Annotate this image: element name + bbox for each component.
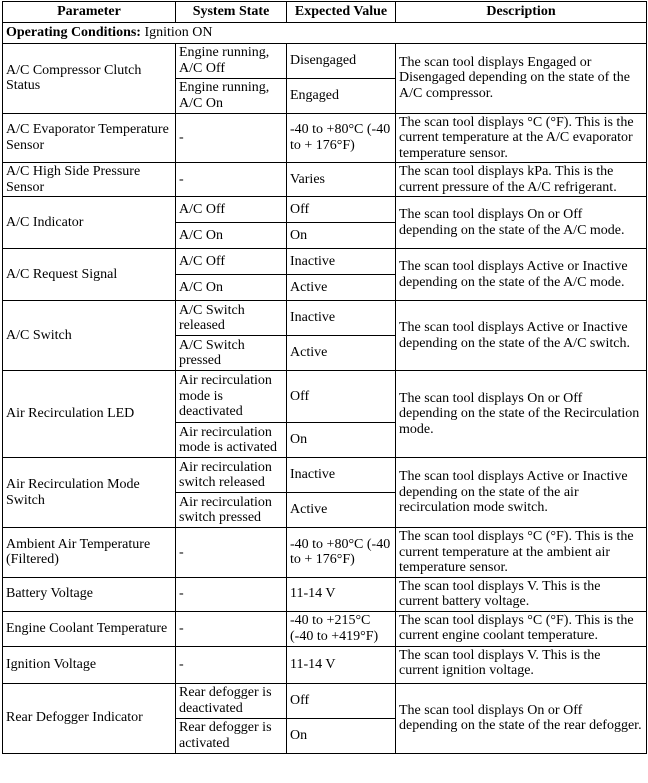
operating-conditions-row (3, 23, 647, 44)
expected-value-cell: Inactive (287, 301, 396, 336)
expected-value-cell: On (287, 718, 396, 753)
expected-value-cell: On (287, 423, 396, 458)
table-row (3, 458, 647, 493)
expected-value-cell: Active (287, 493, 396, 528)
description-cell: The scan tool displays Active or Inactive depending on the state of the air recirculation mode switch. (396, 458, 647, 528)
system-state-cell: Air recirculation mode is deactivated (176, 371, 287, 423)
header-system-state: System State (176, 2, 287, 23)
header-description: Description (396, 2, 647, 23)
system-state-cell: A/C On (176, 223, 287, 249)
operating-conditions (3, 23, 647, 44)
expected-value-cell: Disengaged (287, 43, 396, 78)
parameter-cell: A/C Evaporator Temperature Sensor (3, 113, 176, 163)
system-state-cell: Engine running, A/C On (176, 78, 287, 113)
system-state-cell: - (176, 528, 287, 578)
parameter-cell: A/C Switch (3, 301, 176, 371)
system-state-cell: - (176, 611, 287, 646)
parameter-cell: Air Recirculation LED (3, 371, 176, 458)
system-state-cell: A/C Off (176, 249, 287, 275)
system-state-cell: A/C Switch released (176, 301, 287, 336)
operating-conditions-value: Ignition ON (140, 25, 213, 40)
parameter-cell: A/C Indicator (3, 197, 176, 249)
table-row (3, 611, 647, 646)
system-state-cell: A/C Off (176, 197, 287, 223)
header-expected-value: Expected Value (287, 2, 396, 23)
expected-value-cell: Inactive (287, 458, 396, 493)
table-row (3, 163, 647, 197)
description-cell: The scan tool displays °C (°F). This is the current engine coolant temperature. (396, 611, 647, 646)
parameter-cell: Air Recirculation Mode Switch (3, 458, 176, 528)
parameter-cell: A/C Compressor Clutch Status (3, 43, 176, 113)
description-cell: The scan tool displays Active or Inactive depending on the state of the A/C switch. (396, 301, 647, 371)
parameter-cell: Engine Coolant Temperature (3, 611, 176, 646)
description-cell: The scan tool displays V. This is the current ignition voltage. (396, 646, 647, 683)
expected-value-cell: Active (287, 275, 396, 301)
expected-value-cell: -40 to +215°C (-40 to +419°F) (287, 611, 396, 646)
expected-value-cell: Engaged (287, 78, 396, 113)
table-row (3, 249, 647, 275)
system-state-cell: Rear defogger is deactivated (176, 683, 287, 718)
parameter-cell: Rear Defogger Indicator (3, 683, 176, 753)
table-body (3, 23, 647, 754)
expected-value-cell: Off (287, 371, 396, 423)
description-cell: The scan tool displays On or Off depending on the state of the A/C mode. (396, 197, 647, 249)
parameter-cell: A/C Request Signal (3, 249, 176, 301)
description-cell: The scan tool displays V. This is the current battery voltage. (396, 577, 647, 611)
system-state-cell: A/C On (176, 275, 287, 301)
table-row (3, 113, 647, 163)
system-state-cell: - (176, 163, 287, 197)
parameter-cell: Battery Voltage (3, 577, 176, 611)
description-cell: The scan tool displays Engaged or Disengaged depending on the state of the A/C compressor. (396, 43, 647, 113)
description-cell: The scan tool displays On or Off depending on the state of the Recirculation mode. (396, 371, 647, 458)
expected-value-cell: -40 to +80°C (-40 to + 176°F) (287, 528, 396, 578)
system-state-cell: - (176, 113, 287, 163)
header-parameter: Parameter (3, 2, 176, 23)
table-row (3, 528, 647, 578)
table-row (3, 646, 647, 683)
system-state-cell: Air recirculation switch released (176, 458, 287, 493)
expected-value-cell: 11-14 V (287, 577, 396, 611)
expected-value-cell: 11-14 V (287, 646, 396, 683)
expected-value-cell: Varies (287, 163, 396, 197)
system-state-cell: Rear defogger is activated (176, 718, 287, 753)
system-state-cell: Air recirculation switch pressed (176, 493, 287, 528)
system-state-cell: - (176, 577, 287, 611)
parameter-table (2, 1, 647, 754)
parameter-cell: Ignition Voltage (3, 646, 176, 683)
parameter-cell: A/C High Side Pressure Sensor (3, 163, 176, 197)
expected-value-cell: -40 to +80°C (-40 to + 176°F) (287, 113, 396, 163)
description-cell: The scan tool displays °C (°F). This is the current temperature at the A/C evaporator temperature sensor. (396, 113, 647, 163)
header-row (3, 2, 647, 23)
table-row (3, 301, 647, 336)
system-state-cell: A/C Switch pressed (176, 336, 287, 371)
table-row (3, 197, 647, 223)
table-row (3, 371, 647, 423)
system-state-cell: Air recirculation mode is activated (176, 423, 287, 458)
system-state-cell: Engine running, A/C Off (176, 43, 287, 78)
table-row (3, 683, 647, 718)
expected-value-cell: On (287, 223, 396, 249)
operating-conditions-label: Operating Conditions: (6, 25, 141, 40)
expected-value-cell: Off (287, 197, 396, 223)
expected-value-cell: Inactive (287, 249, 396, 275)
system-state-cell: - (176, 646, 287, 683)
expected-value-cell: Off (287, 683, 396, 718)
description-cell: The scan tool displays °C (°F). This is the current temperature at the ambient air temperature sensor. (396, 528, 647, 578)
expected-value-cell: Active (287, 336, 396, 371)
parameter-cell: Ambient Air Temperature (Filtered) (3, 528, 176, 578)
description-cell: The scan tool displays On or Off depending on the state of the rear defogger. (396, 683, 647, 753)
table-row (3, 577, 647, 611)
description-cell: The scan tool displays kPa. This is the current pressure of the A/C refrigerant. (396, 163, 647, 197)
table-row (3, 43, 647, 78)
description-cell: The scan tool displays Active or Inactive depending on the state of the A/C mode. (396, 249, 647, 301)
